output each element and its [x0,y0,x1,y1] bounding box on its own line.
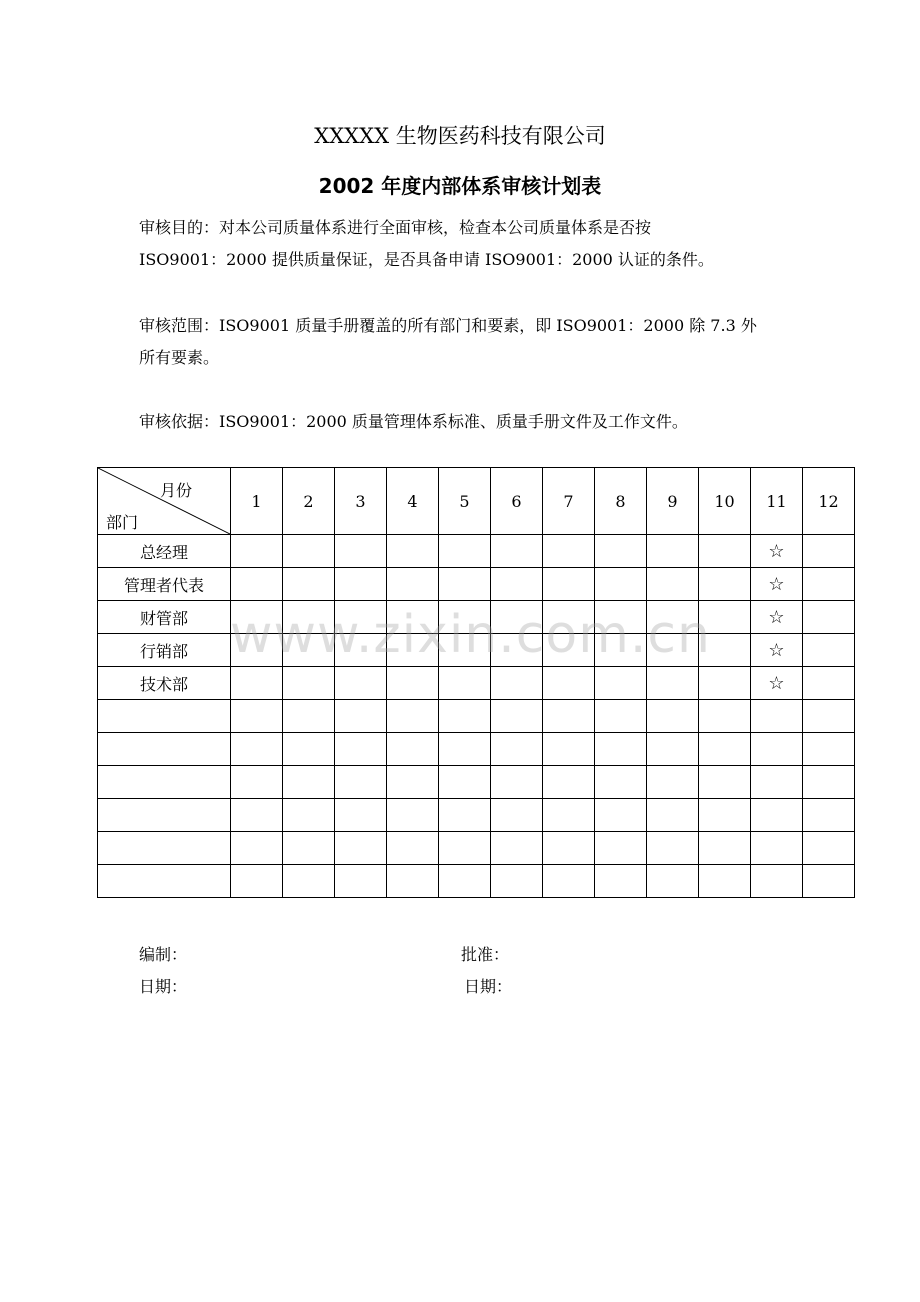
department-cell [98,799,231,832]
prepared-date-label: 日期： [139,977,188,996]
schedule-cell: ☆ [751,568,803,601]
audit-scope-line-1: 审核范围：ISO9001 质量手册覆盖的所有部门和要素，即 ISO9001：2000 除 7.3 外 [139,316,757,335]
schedule-cell [387,700,439,733]
schedule-cell [335,535,387,568]
schedule-cell [543,832,595,865]
schedule-cell [283,535,335,568]
schedule-cell [439,832,491,865]
audit-plan-table [97,467,855,898]
schedule-cell [647,733,699,766]
month-header-cell: 6 [491,468,543,535]
schedule-cell [387,535,439,568]
month-header-cell: 8 [595,468,647,535]
schedule-cell [231,667,283,700]
schedule-cell [803,832,855,865]
company-name: XXXXX 生物医药科技有限公司 [314,124,606,148]
schedule-cell [387,832,439,865]
schedule-cell [595,766,647,799]
schedule-cell [595,799,647,832]
schedule-cell [231,700,283,733]
schedule-cell [699,733,751,766]
schedule-cell [491,667,543,700]
prepared-by-label: 编制： [139,945,188,964]
schedule-cell [491,799,543,832]
schedule-cell [647,667,699,700]
schedule-cell [751,766,803,799]
schedule-cell [751,832,803,865]
schedule-cell [439,865,491,898]
schedule-cell [699,700,751,733]
department-cell: 技术部 [98,667,231,700]
audit-purpose-line-2: ISO9001：2000 提供质量保证，是否具备申请 ISO9001：2000 认证的条件。 [139,250,714,269]
audit-scope [139,310,799,374]
schedule-cell [803,733,855,766]
schedule-cell [803,865,855,898]
schedule-cell [543,535,595,568]
schedule-cell [699,766,751,799]
schedule-cell [283,700,335,733]
department-cell: 财管部 [98,601,231,634]
month-header-cell: 3 [335,468,387,535]
department-cell: 行销部 [98,634,231,667]
schedule-cell [491,865,543,898]
schedule-cell [751,733,803,766]
table-row [98,799,855,832]
schedule-cell [751,799,803,832]
month-header-cell: 11 [751,468,803,535]
schedule-cell [335,865,387,898]
department-cell [98,865,231,898]
schedule-cell [543,865,595,898]
schedule-cell [335,799,387,832]
schedule-cell [387,766,439,799]
schedule-cell [283,865,335,898]
department-cell [98,832,231,865]
schedule-cell [543,799,595,832]
schedule-cell [647,568,699,601]
schedule-cell [335,733,387,766]
schedule-cell [387,568,439,601]
department-cell [98,733,231,766]
schedule-cell [699,535,751,568]
schedule-cell [595,832,647,865]
table-row [98,700,855,733]
department-cell [98,766,231,799]
schedule-cell [699,667,751,700]
table-row [98,535,855,568]
schedule-cell [491,700,543,733]
schedule-cell [803,766,855,799]
schedule-cell [751,865,803,898]
schedule-cell [439,766,491,799]
month-header-cell: 10 [699,468,751,535]
schedule-cell [231,568,283,601]
schedule-cell [283,733,335,766]
schedule-cell [283,568,335,601]
schedule-cell [543,568,595,601]
schedule-cell [283,832,335,865]
document-title: 2002 年度内部体系审核计划表 [318,174,602,198]
table-row [98,568,855,601]
schedule-cell [387,733,439,766]
schedule-cell [595,865,647,898]
schedule-cell: ☆ [751,667,803,700]
month-header-cell: 7 [543,468,595,535]
schedule-cell [439,535,491,568]
schedule-cell [543,766,595,799]
schedule-cell [647,766,699,799]
approved-by-label: 批准： [461,945,510,964]
schedule-cell [647,832,699,865]
schedule-cell [699,832,751,865]
table-row [98,865,855,898]
schedule-cell [595,535,647,568]
schedule-cell [439,700,491,733]
watermark: www.zixin.com.cn [230,605,711,665]
schedule-cell [699,865,751,898]
schedule-cell [491,535,543,568]
audit-purpose [139,212,799,276]
schedule-cell [803,799,855,832]
month-header-cell: 9 [647,468,699,535]
schedule-cell [647,865,699,898]
schedule-cell [231,865,283,898]
schedule-cell [387,799,439,832]
schedule-cell [283,766,335,799]
schedule-cell [283,799,335,832]
schedule-cell [699,799,751,832]
schedule-cell [803,667,855,700]
schedule-cell: ☆ [751,601,803,634]
schedule-cell [283,667,335,700]
schedule-cell [231,733,283,766]
audit-basis: 审核依据：ISO9001：2000 质量管理体系标准、质量手册文件及工作文件。 [139,412,688,431]
table-row [98,733,855,766]
schedule-cell [543,733,595,766]
schedule-cell [647,535,699,568]
schedule-cell [439,733,491,766]
table-row [98,832,855,865]
schedule-cell [803,700,855,733]
month-header-cell: 2 [283,468,335,535]
schedule-cell [647,700,699,733]
schedule-cell: ☆ [751,634,803,667]
department-cell: 总经理 [98,535,231,568]
table-row [98,667,855,700]
schedule-cell: ☆ [751,535,803,568]
schedule-cell [491,568,543,601]
schedule-cell [543,700,595,733]
month-header-label: 月份 [160,481,193,500]
schedule-cell [491,733,543,766]
schedule-cell [335,568,387,601]
table-row [98,766,855,799]
schedule-cell [751,700,803,733]
schedule-cell [595,700,647,733]
schedule-cell [335,832,387,865]
schedule-cell [231,799,283,832]
schedule-cell [335,700,387,733]
schedule-cell [543,667,595,700]
schedule-cell [387,865,439,898]
approved-date-label: 日期： [464,977,513,996]
audit-purpose-line-1: 审核目的：对本公司质量体系进行全面审核，检查本公司质量体系是否按 [139,218,652,237]
schedule-cell [595,733,647,766]
schedule-cell [335,667,387,700]
schedule-cell [231,535,283,568]
schedule-cell [439,799,491,832]
schedule-cell [699,568,751,601]
schedule-cell [491,832,543,865]
schedule-cell [231,766,283,799]
schedule-cell [439,568,491,601]
audit-scope-line-2: 所有要素。 [139,348,220,367]
schedule-cell [803,535,855,568]
schedule-cell [335,766,387,799]
schedule-cell [803,568,855,601]
month-header-cell: 5 [439,468,491,535]
month-header-cell: 1 [231,468,283,535]
month-header-cell: 12 [803,468,855,535]
department-cell: 管理者代表 [98,568,231,601]
schedule-cell [491,766,543,799]
schedule-cell [647,799,699,832]
schedule-cell [439,667,491,700]
schedule-cell [387,667,439,700]
schedule-cell [803,601,855,634]
table-header-row [98,468,855,535]
schedule-cell [231,832,283,865]
department-cell [98,700,231,733]
schedule-cell [595,568,647,601]
schedule-cell [803,634,855,667]
table-corner-cell [98,468,231,535]
department-header-label: 部门 [106,513,139,532]
schedule-cell [595,667,647,700]
month-header-cell: 4 [387,468,439,535]
